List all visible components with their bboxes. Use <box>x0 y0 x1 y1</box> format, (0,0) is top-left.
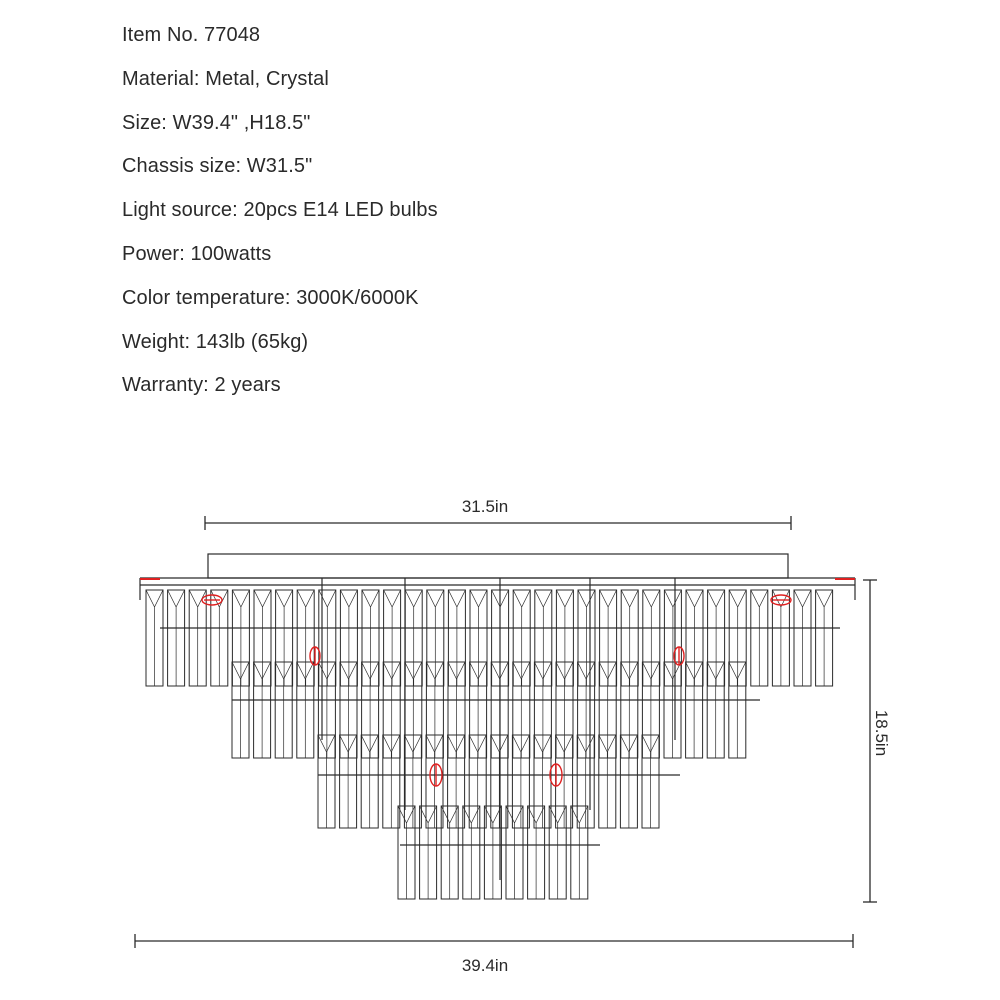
crystal-tier-2 <box>232 662 746 758</box>
bulb-icon <box>202 595 222 605</box>
spec-weight: Weight: 143lb (65kg) <box>122 330 309 353</box>
chandelier-outline <box>140 554 855 880</box>
spec-chassis-size: Chassis size: W31.5" <box>122 155 313 178</box>
spec-power: Power: 100watts <box>122 242 272 265</box>
crystal-tier-4 <box>398 806 588 899</box>
spec-material: Material: Metal, Crystal <box>122 67 329 90</box>
spec-light-source: Light source: 20pcs E14 LED bulbs <box>122 199 438 222</box>
bulb-icon <box>771 595 791 605</box>
spec-item-number: Item No. 77048 <box>122 24 261 46</box>
chassis-plate <box>208 554 788 578</box>
bottom-dimension-line <box>135 934 853 948</box>
spec-warranty: Warranty: 2 years <box>122 374 281 397</box>
side-dimension-label: 18.5in <box>872 709 891 757</box>
top-dimension-line <box>205 516 791 530</box>
top-dimension-label: 31.5in <box>461 497 509 516</box>
spec-color-temperature: Color temperature: 3000K/6000K <box>122 286 419 309</box>
spec-size: Size: W39.4" ,H18.5" <box>122 111 311 134</box>
bottom-dimension-label: 39.4in <box>461 956 509 975</box>
